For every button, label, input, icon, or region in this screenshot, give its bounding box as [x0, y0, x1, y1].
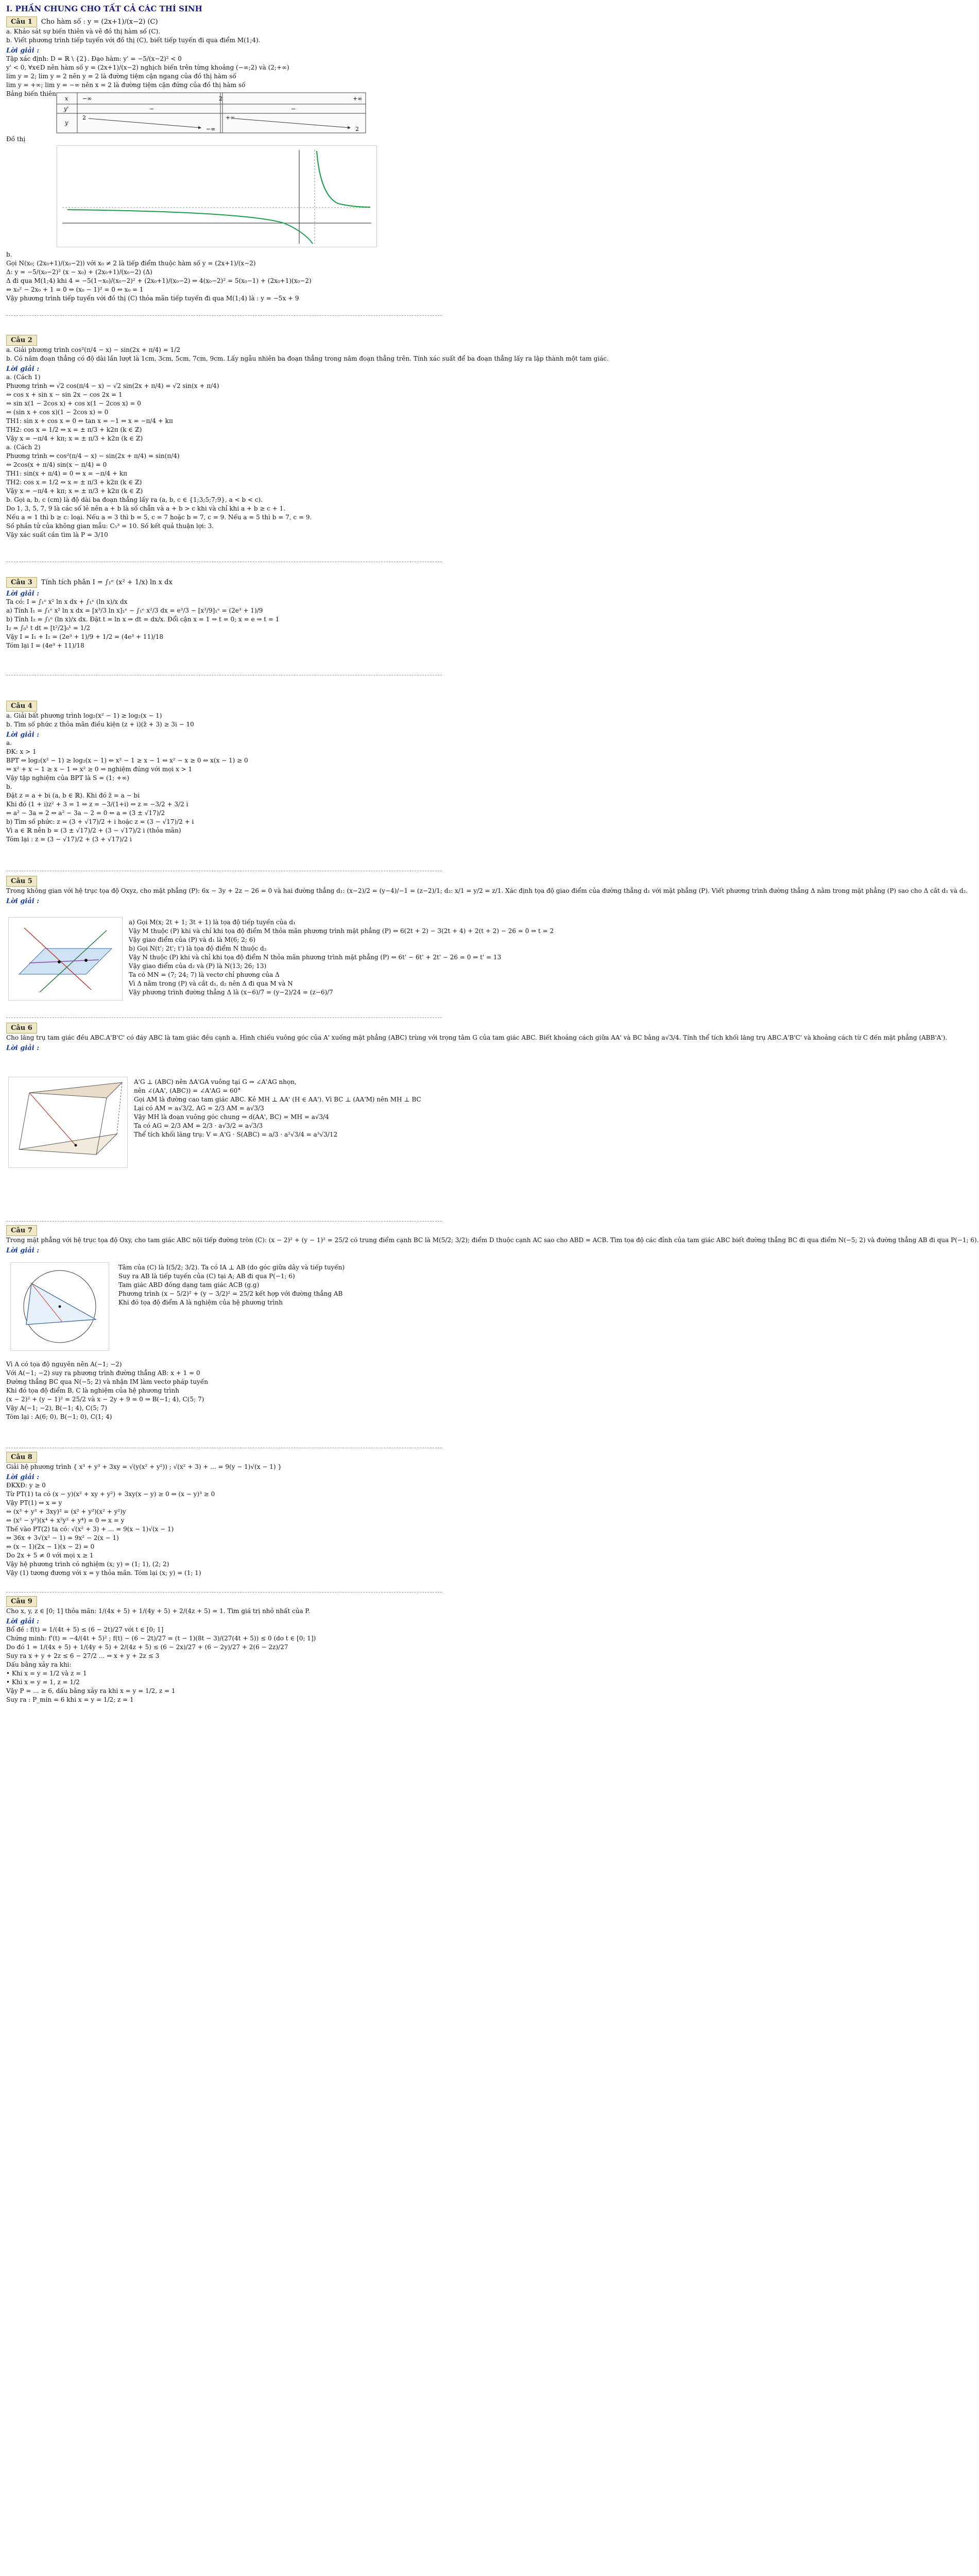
exercise-2-label: Câu 2 [6, 335, 37, 346]
solution-line: Vậy M thuộc (P) khi và chỉ khi tọa độ điểm M thỏa mãn phương trình mặt phẳng (P) ⇔ 6(2t + 2) − 3(2t + 4) + 2(t + 2) − 26 = 0 ⇔ t = 2 [129, 927, 554, 935]
exercise-3-statement: Tính tích phân I = ∫₁ᵉ (x² + 1/x) ln x dx [41, 578, 173, 586]
exercise-6 [6, 1023, 948, 1052]
exercise-4-part-b: b. Tìm số phức z thỏa mãn điều kiện (z + i)(z̄ + 3) ≥ 3i − 10 [6, 721, 194, 728]
solution-line: Vậy P = ... ≥ 6, dấu bằng xảy ra khi x = y = 1/2, z = 1 [6, 1687, 176, 1694]
table-y-value: 2 [355, 126, 359, 132]
exercise-4-head [6, 701, 442, 711]
table-x-value: +∞ [353, 95, 363, 102]
solution-line: ⇔ cos x + sin x − sin 2x − cos 2x = 1 [6, 391, 123, 398]
solution-line: ⇔ x² + x − 1 ≥ x − 1 ⇔ x² ≥ 0 ⇒ nghiệm đúng với mọi x > 1 [6, 766, 193, 773]
solution-line: Vậy hệ phương trình có nghiệm (x; y) = (1; 1), (2; 2) [6, 1561, 169, 1568]
solution-line: • Khi x = y = 1/2 và z = 1 [6, 1670, 87, 1677]
solution-line: a) Gọi M(x; 2t + 1; 3t + 1) là tọa độ tiếp tuyến của d₁ [129, 919, 296, 926]
exercise-6-statement: Cho lăng trụ tam giác đều ABC.A'B'C' có đáy ABC là tam giác đều cạnh a. Hình chiếu vuông góc của A' xuống mặt phẳng (ABC) trùng với trọng tâm G của tam giác ABC. Biết khoảng cách giữa AA' và BC bằng a√3/4. Tính thể tích khối lăng trụ ABC.A'B'C' và khoảng cách từ C đến mặt phẳng (ABB'A'). [6, 1034, 948, 1041]
exercise-5 [6, 876, 968, 905]
solution-line: Do 1, 3, 5, 7, 9 là các số lẻ nên a + b là số chẵn và a + b > c khi và chỉ khi a + b ≥ c + 1. [6, 505, 286, 512]
solution-line: Vì a ∈ ℝ nên b = (3 ± √17)/2 + (3 − √17)/2 i (thỏa mãn) [6, 827, 181, 834]
solution-line: ⇔ (x − 1)(2x − 1)(x − 2) = 0 [6, 1543, 95, 1550]
table-yprime-sign: − [149, 106, 154, 112]
solution-line: Vậy x = −π/4 + kπ; x = ± π/3 + k2π (k ∈ ℤ) [6, 435, 143, 442]
solution-line: Gọi AM là đường cao tam giác ABC. Kẻ MH ⊥ AA' (H ∈ AA'). Vì BC ⊥ (AA'M) nên MH ⊥ BC [134, 1096, 421, 1103]
solution-line: Δ: y = −5/(x₀−2)² (x − x₀) + (2x₀+1)/(x₀−2) (Δ) [6, 268, 152, 276]
exercise-2 [6, 335, 609, 539]
solution-line: Thể tích khối lăng trụ: V = A'G · S(ABC) = a/3 · a²√3/4 = a³√3/12 [134, 1131, 338, 1138]
divider [6, 315, 442, 316]
solution-line: Vậy (1) tương đương với x = y thỏa mãn. Tóm lại (x; y) = (1; 1) [6, 1569, 201, 1577]
solution-line: nên ∠(AA', (ABC)) = ∠A'AG = 60° [134, 1087, 241, 1094]
solution-line: Vì Δ nằm trong (P) và cắt d₁, d₂ nên Δ đi qua M và N [129, 980, 293, 987]
solution-line: Tóm lại I = (4e³ + 11)/18 [6, 642, 84, 649]
exercise-2-head [6, 335, 442, 346]
solution-label: Lời giải : [6, 365, 39, 373]
solution-line: a. (Cách 1) [6, 374, 41, 381]
solution-line: TH2: cos x = 1/2 ⇔ x = ± π/3 + k2π (k ∈ ℤ) [6, 426, 142, 433]
exercise-5-solution [129, 918, 554, 997]
solution-line: Tam giác ABD đồng dạng tam giác ACB (g.g) [118, 1281, 260, 1289]
circle-triangle-figure [10, 1262, 109, 1351]
solution-line: b) Gọi N(t'; 2t'; t') là tọa độ điểm N thuộc d₂ [129, 945, 267, 952]
exercise-8 [6, 1452, 442, 1578]
solution-label: Lời giải : [6, 1618, 39, 1625]
solution-line: • Khi x = y = 1, z = 1/2 [6, 1679, 80, 1686]
exercise-5-head [6, 876, 442, 887]
solution-line: ⇔ a² − 3a = 2 ⇔ a² − 3a − 2 = 0 ⇔ a = (3 ± √17)/2 [6, 809, 165, 817]
table-x-value: −∞ [82, 95, 92, 102]
exercise-7-statement: Trong mặt phẳng với hệ trục tọa độ Oxy, cho tam giác ABC nội tiếp đường tròn (C): (x − 2)² + (y − 1)² = 25/2 có trung điểm cạnh BC là M(5/2; 3/2); điểm D thuộc cạnh AC sao cho ABD = ACB. Tìm tọa độ các đỉnh của tam giác ABC biết đường thẳng BC đi qua điểm N(−5; 2) và đường thẳng AB đi qua P(−1; 6). [6, 1236, 979, 1244]
solution-line: ⇔ x₀² − 2x₀ + 1 = 0 ⇔ (x₀ − 1)² = 0 ⇔ x₀ = 1 [6, 286, 144, 293]
solution-line: Vậy giao điểm của d₂ và (P) là N(13; 26; 13) [129, 962, 267, 970]
solution-line: Từ PT(1) ta có (x − y)(x² + xy + y²) + 3xy(x − y) ≥ 0 ⇔ (x − y)³ ≥ 0 [6, 1490, 215, 1498]
solution-line: Phương trình ⇔ √2 cos(π/4 − x) − √2 sin(2x + π/4) = √2 sin(x + π/4) [6, 382, 219, 389]
exercise-9-head [6, 1596, 442, 1607]
function-graph [57, 145, 377, 247]
solution-line: Tâm của (C) là I(5/2; 3/2). Ta có IA ⊥ AB (do góc giữa dây và tiếp tuyến) [118, 1264, 345, 1271]
solution-line: A'G ⊥ (ABC) nên ΔA'GA vuông tại G ⇒ ∠A'AG nhọn, [134, 1078, 297, 1086]
exercise-1-label: Câu 1 [6, 16, 37, 27]
solution-line: lim y = +∞; lim y = −∞ nên x = 2 là đường tiệm cận đứng của đồ thị hàm số [6, 81, 246, 89]
solution-line: b. [6, 251, 12, 258]
solution-line: Vì A có tọa độ nguyên nên A(−1; −2) [6, 1361, 122, 1368]
solution-line: Phương trình ⇔ cos²(π/4 − x) − sin(2x + π/4) = sin(π/4) [6, 452, 180, 460]
solution-line: Vậy MH là đoạn vuông góc chung ⇒ d(AA', BC) = MH = a√3/4 [134, 1113, 329, 1121]
solution-line: Vậy giao điểm của (P) và d₁ là M(6; 2; 6) [129, 936, 256, 943]
solution-line: Tập xác định: D = ℝ \ {2}. Đạo hàm: y' = −5/(x−2)² < 0 [6, 55, 182, 62]
solution-line: Đặt z = a + bi (a, b ∈ ℝ). Khi đó z̄ = a − bi [6, 792, 140, 799]
exercise-7-head [6, 1225, 442, 1236]
exercise-1-graph-caption [6, 135, 442, 144]
solution-line: Vậy N thuộc (P) khi và chỉ khi tọa độ điểm N thỏa mãn phương trình mặt phẳng (P) ⇔ 6t' − 6t' + 2t' − 26 = 0 ⇔ t' = 13 [129, 954, 502, 961]
table-head-y: y [65, 120, 68, 126]
solution-line: Do đó 1 = 1/(4x + 5) + 1/(4y + 5) + 2/(4z + 5) ≤ (6 − 2x)/27 + (6 − 2y)/27 + 2(6 − 2z)/27 [6, 1643, 288, 1651]
solution-line: Suy ra x + y + 2z ≤ 6 − 27/2 ... ⇒ x + y + 2z ≤ 3 [6, 1652, 160, 1659]
solution-line: Vậy A(−1; −2), B(−1; 4), C(5; 7) [6, 1404, 107, 1412]
solution-line: b) Tìm số phức: z = (3 + √17)/2 + i hoặc z = (3 − √17)/2 + i [6, 818, 194, 825]
solution-line: ⇔ 36x + 3√(x² − 1) = 9x² − 2(x − 1) [6, 1534, 119, 1541]
solution-line: Vậy tập nghiệm của BPT là S = (1; +∞) [6, 774, 129, 782]
solution-line: Khi đó tọa độ điểm B, C là nghiệm của hệ phương trình [6, 1387, 179, 1394]
solution-line: (x − 2)² + (y − 1)² = 25/2 và x − 2y + 9 = 0 ⇒ B(−1; 4), C(5; 7) [6, 1396, 204, 1403]
exercise-6-solution [134, 1078, 442, 1139]
solution-line: a. (Cách 2) [6, 444, 41, 451]
solution-line: ⇔ (x² − y²)(x⁴ + x²y² + y⁴) = 0 ⇔ x = y [6, 1517, 125, 1524]
solution-line: Khi đó (1 + i)z² + 3 = 1 ⇔ z = −3/(1+i) ⇔ z = −3/2 + 3/2 i [6, 801, 188, 808]
exercise-1-part-b-solution [6, 250, 442, 303]
solution-line: a. [6, 739, 12, 747]
solution-line: Khi đó tọa độ điểm A là nghiệm của hệ phương trình [118, 1299, 283, 1306]
solution-line: Bổ đề : f(t) = 1/(4t + 5) ≤ (6 − 2t)/27 với t ∈ [0; 1] [6, 1626, 164, 1633]
solution-line: Đồ thị [6, 135, 26, 143]
solution-line: Chứng minh: f'(t) = −4/(4t + 5)² ; f(t) − (6 − 2t)/27 = (t − 1)(8t − 3)/(27(4t + 5)) ≤ 0 (do t ∈ [0; 1]) [6, 1635, 316, 1642]
table-head-yprime: y' [64, 106, 69, 112]
exercise-4-label: Câu 4 [6, 701, 37, 711]
exercise-7-label: Câu 7 [6, 1225, 37, 1236]
solution-line: Suy ra AB là tiếp tuyến của (C) tại A; AB đi qua P(−1; 6) [118, 1273, 295, 1280]
solution-line: b) Tính I₂ = ∫₁ᵉ (ln x)/x dx. Đặt t = ln x ⇒ dt = dx/x. Đổi cận x = 1 ⇒ t = 0; x = e ⇒ t = 1 [6, 616, 280, 623]
solution-line: Vậy phương trình tiếp tuyến với đồ thị (C) thỏa mãn tiếp tuyến đi qua M(1;4) là : y = −5x + 9 [6, 295, 299, 302]
exercise-2-part-b: b. Có năm đoạn thẳng có độ dài lần lượt là 1cm, 3cm, 5cm, 7cm, 9cm. Lấy ngẫu nhiên ba đoạn thẳng trong năm đoạn thẳng trên. Tính xác suất để ba đoạn thẳng lấy ra lập thành một tam giác. [6, 355, 609, 362]
solution-line: ĐK: x > 1 [6, 748, 37, 755]
exercise-8-head [6, 1452, 442, 1463]
exercise-6-head [6, 1023, 442, 1033]
exercise-3 [6, 577, 442, 650]
exercise-8-label: Câu 8 [6, 1452, 37, 1463]
solution-line: TH1: sin(x + π/4) = 0 ⇔ x = −π/4 + kπ [6, 470, 127, 477]
solution-line: Δ đi qua M(1;4) khi 4 = −5(1−x₀)/(x₀−2)² + (2x₀+1)/(x₀−2) ⇔ 4(x₀−2)² = 5(x₀−1) + (2x₀+1)(x₀−2) [6, 277, 312, 284]
exercise-9 [6, 1596, 442, 1704]
solution-label: Lời giải : [6, 897, 39, 905]
plane-figure [8, 917, 123, 1001]
solution-line: Tóm lại : A(6; 0), B(−1; 0), C(1; 4) [6, 1413, 112, 1420]
solution-line: Dấu bằng xảy ra khi: [6, 1661, 72, 1668]
solution-line: TH2: cos x = 1/2 ⇔ x = ± π/3 + k2π (k ∈ ℤ) [6, 479, 142, 486]
exercise-2-statement: a. Giải phương trình cos²(π/4 − x) − sin(2x + π/4) = 1/2 [6, 346, 180, 353]
solution-line: ⇔ (x³ + y³ + 3xy)² = (x² + y²)(x² + y²)y [6, 1508, 126, 1515]
solution-label: Lời giải : [6, 590, 39, 598]
exercise-7-solution-bottom [6, 1360, 442, 1421]
table-head-x: x [65, 95, 68, 102]
exercise-1-head [6, 16, 442, 27]
solution-line: Ta có AG = 2/3 AM = 2/3 · a√3/2 = a√3/3 [134, 1122, 263, 1129]
table-yprime-sign: − [291, 106, 296, 112]
exercise-3-head [6, 577, 442, 588]
exercise-1-part-a: a. Khảo sát sự biến thiên và vẽ đồ thị hàm số (C). [6, 28, 161, 35]
solution-line: a) Tính I₁ = ∫₁ᵉ x² ln x dx = [x³/3 ln x]₁ᵉ − ∫₁ᵉ x²/3 dx = e³/3 − [x³/9]₁ᵉ = (2e³ + 1)/9 [6, 607, 263, 614]
solution-line: Ta có: I = ∫₁ᵉ x² ln x dx + ∫₁ᵉ (ln x)/x dx [6, 598, 128, 605]
solution-line: Do 2x + 5 ≠ 0 với mọi x ≥ 1 [6, 1552, 94, 1559]
divider [6, 1221, 442, 1222]
table-y-value: +∞ [226, 114, 235, 121]
solution-line: ⇔ sin x(1 − 2cos x) + cos x(1 − 2cos x) = 0 [6, 400, 141, 407]
solution-line: lim y = 2; lim y = 2 nên y = 2 là đường tiệm cận ngang của đồ thị hàm số [6, 73, 236, 80]
solution-line: Vậy PT(1) ⇔ x = y [6, 1499, 62, 1506]
solution-line: Ta có MN = (7; 24; 7) là vectơ chỉ phương của Δ [129, 971, 280, 978]
solution-line: Phương trình (x − 5/2)² + (y − 3/2)² = 25/2 kết hợp với đường thẳng AB [118, 1290, 343, 1297]
solution-line: Số phần tử của không gian mẫu: C₅³ = 10. Số kết quả thuận lợi: 3. [6, 522, 214, 530]
solution-line: Thế vào PT(2) ta có: √(x² + 3) + ... = 9(x − 1)√(x − 1) [6, 1526, 174, 1533]
solution-line: Vậy xác suất cần tìm là P = 3/10 [6, 531, 108, 538]
solution-line: ⇔ (sin x + cos x)(1 − 2cos x) = 0 [6, 409, 109, 416]
solution-line: Suy ra : P_min = 6 khi x = y = 1/2; z = 1 [6, 1696, 134, 1703]
solution-line: Với A(−1; −2) suy ra phương trình đường thẳng AB: x + 1 = 0 [6, 1369, 200, 1377]
exercise-8-statement: Giải hệ phương trình { x³ + y³ + 3xy = √(y(x² + y²)) ; √(x² + 3) + ... = 9(y − 1)√(x − 1) } [6, 1463, 282, 1470]
solution-line: y' < 0, ∀x∈D nên hàm số y = (2x+1)/(x−2) nghịch biến trên từng khoảng (−∞;2) và (2;+∞) [6, 64, 289, 71]
solution-line: Nếu a = 1 thì b ≥ c: loại. Nếu a = 3 thì b = 5, c = 7 hoặc b = 7, c = 9. Nếu a = 5 thì b = 7, c = 9. [6, 514, 312, 521]
solution-line: Vậy phương trình đường thẳng Δ là (x−6)/7 = (y−2)/24 = (z−6)/7 [129, 989, 333, 996]
solution-line: b. [6, 783, 12, 790]
solution-line: Đường thẳng BC qua N(−5; 2) và nhận IM làm vectơ pháp tuyến [6, 1378, 208, 1385]
exercise-3-label: Câu 3 [6, 577, 37, 588]
solution-line: Lại có AM = a√3/2, AG = 2/3 AM = a√3/3 [134, 1105, 264, 1112]
exercise-1 [6, 16, 442, 98]
solution-label: Lời giải : [6, 1044, 39, 1052]
exercise-9-label: Câu 9 [6, 1596, 37, 1607]
document-title: I. PHẦN CHUNG CHO TẤT CẢ CÁC THÍ SINH [6, 4, 202, 13]
solution-line: Bảng biến thiên [6, 90, 56, 97]
solution-line: I₂ = ∫₀¹ t dt = [t²/2]₀¹ = 1/2 [6, 624, 91, 632]
exercise-1-statement: Cho hàm số : y = (2x+1)/(x−2) (C) [41, 18, 158, 26]
exercise-9-statement: Cho x, y, z ∈ [0; 1] thỏa mãn: 1/(4x + 5) + 1/(4y + 5) + 2/(4z + 5) = 1. Tìm giá trị nhỏ nhất của P. [6, 1607, 310, 1615]
prism-figure [8, 1077, 128, 1168]
table-x-value: 2 [219, 95, 222, 102]
solution-line: ⇔ 2cos(x + π/4) sin(x − π/4) = 0 [6, 461, 107, 468]
exercise-7-solution-top [118, 1263, 442, 1307]
solution-label: Lời giải : [6, 1247, 39, 1255]
exercise-4-statement: a. Giải bất phương trình log₂(x² − 1) ≥ log₂(x − 1) [6, 712, 162, 719]
solution-label: Lời giải : [6, 47, 39, 55]
variation-table [57, 93, 366, 133]
solution-line: Vậy x = −π/4 + kπ; x = ± π/3 + k2π (k ∈ ℤ) [6, 487, 143, 495]
exercise-6-label: Câu 6 [6, 1023, 37, 1033]
table-y-value: −∞ [206, 126, 216, 132]
exercise-1-part-b: b. Viết phương trình tiếp tuyến với đồ thị (C), biết tiếp tuyến đi qua điểm M(1;4). [6, 37, 261, 44]
solution-label: Lời giải : [6, 731, 39, 739]
exercise-4 [6, 701, 442, 844]
solution-line: Vậy I = I₁ + I₂ = (2e³ + 1)/9 + 1/2 = (4e³ + 11)/18 [6, 633, 164, 640]
exercise-7 [6, 1225, 979, 1255]
solution-line: Gọi N(x₀; (2x₀+1)/(x₀−2)) với x₀ ≠ 2 là tiếp điểm thuộc hàm số y = (2x+1)/(x−2) [6, 260, 256, 267]
solution-line: BPT ⇔ log₂(x² − 1) ≥ log₂(x − 1) ⇔ x² − 1 ≥ x − 1 ⇔ x² − x ≥ 0 ⇔ x(x − 1) ≥ 0 [6, 757, 248, 764]
solution-label: Lời giải : [6, 1473, 39, 1481]
solution-line: b. Gọi a, b, c (cm) là độ dài ba đoạn thẳng lấy ra (a, b, c ∈ {1;3;5;7;9}, a < b < c). [6, 496, 263, 503]
exercise-5-statement: Trong không gian với hệ trục tọa độ Oxyz, cho mặt phẳng (P): 6x − 3y + 2z − 26 = 0 và hai đường thẳng d₁: (x−2)/2 = (y−4)/−1 = (z−2)/1; d₂: x/1 = y/2 = z/1. Xác định tọa độ giao điểm của đường thẳng d₁ với mặt phẳng (P). Viết phương trình đường thẳng Δ nằm trong mặt phẳng (P) sao cho Δ cắt d₁ và d₂. [6, 887, 968, 894]
solution-line: TH1: sin x + cos x = 0 ⇔ tan x = −1 ⇔ x = −π/4 + kπ [6, 417, 173, 425]
exercise-5-label: Câu 5 [6, 876, 37, 887]
solution-line: ĐKXĐ: y ≥ 0 [6, 1482, 46, 1489]
solution-line: Tóm lại : z = (3 − √17)/2 + (3 + √17)/2 i [6, 836, 132, 843]
table-y-value: 2 [82, 114, 86, 121]
